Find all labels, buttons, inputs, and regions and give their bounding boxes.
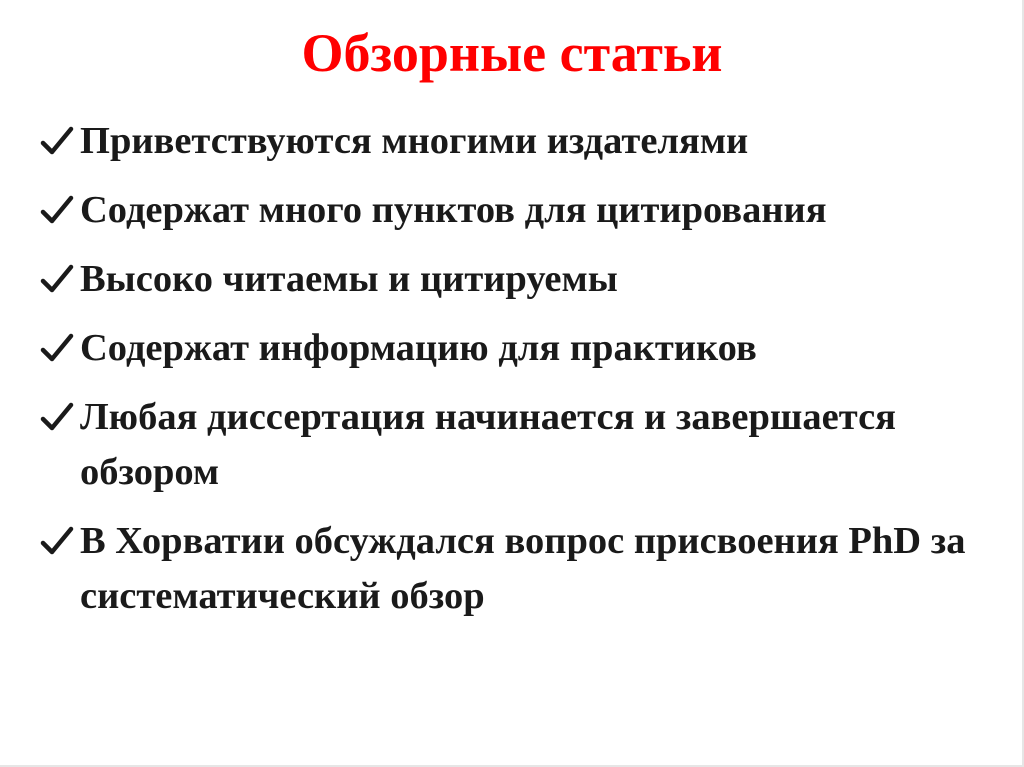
check-icon: [40, 524, 74, 558]
bullet-text: Высоко читаемы и цитируемы: [80, 258, 618, 300]
check-icon: [40, 124, 74, 158]
bullet-item: [40, 114, 990, 169]
bullet-text: Содержат информацию для практиков: [80, 327, 757, 369]
check-icon: [40, 331, 74, 365]
bullet-item: [40, 252, 990, 307]
check-icon: [40, 400, 74, 434]
bullet-item: [40, 514, 990, 624]
slide-title: Обзорные статьи: [301, 23, 723, 83]
bullet-item: [40, 183, 990, 238]
check-icon: [40, 262, 74, 296]
bullet-list: [40, 114, 990, 638]
bullet-item: [40, 321, 990, 376]
bullet-text: Любая диссертация начинается и завершается обзором: [80, 396, 897, 493]
bullet-item: [40, 390, 990, 500]
check-icon: [40, 193, 74, 227]
bullet-text: Приветствуются многими издателями: [80, 120, 749, 162]
bullet-text: В Хорватии обсуждался вопрос присвоения PhD за систематический обзор: [80, 520, 966, 617]
bullet-text: Содержат много пунктов для цитирования: [80, 189, 827, 231]
